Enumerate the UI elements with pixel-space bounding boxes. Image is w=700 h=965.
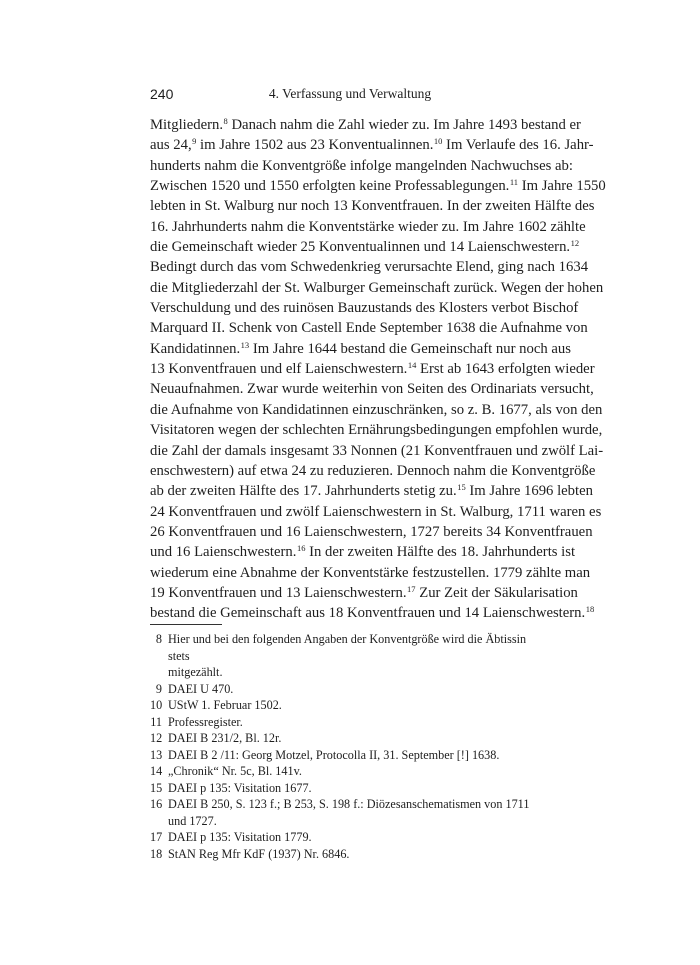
footnote-number: 12 xyxy=(150,731,163,745)
body-line xyxy=(150,278,604,298)
footnote-item xyxy=(150,697,550,714)
body-text-segment: Im Jahre 1550 xyxy=(518,178,606,195)
body-line xyxy=(150,196,595,216)
body-text-segment: wiederum eine Abnahme der Konventstärke festzustellen. 1779 zählte man xyxy=(150,564,591,581)
footnote-text: mitgezählt. xyxy=(168,665,223,679)
body-text-segment: 24 Konventfrauen und zwölf Laienschwestern in St. Walburg, 1711 waren es xyxy=(150,503,602,520)
body-line xyxy=(150,583,578,603)
body-line xyxy=(150,563,591,583)
footnote-number: 16 xyxy=(150,797,163,811)
footnote-item xyxy=(150,747,550,764)
footnote-text: UStW 1. Februar 1502. xyxy=(168,698,282,712)
footnote-reference[interactable]: 18 xyxy=(585,604,595,615)
footnote-text: DAEI B 231/2, Bl. 12r. xyxy=(168,731,282,745)
footnote-item xyxy=(150,631,550,681)
body-text-segment: 13 Konventfrauen und elf Laienschwestern. xyxy=(150,361,408,378)
footnote-text: StAN Reg Mfr KdF (1937) Nr. 6846. xyxy=(168,846,350,861)
body-line xyxy=(150,359,595,379)
body-line xyxy=(150,176,606,196)
body-text-segment: die Mitgliederzahl der St. Walburger Gemeinschaft zurück. Wegen der hohen xyxy=(150,279,604,296)
body-line xyxy=(150,542,576,562)
footnote-text: DAEI U 470. xyxy=(168,681,234,696)
footnote-text: „Chronik“ Nr. 5c, Bl. 141v. xyxy=(168,764,302,778)
body-line xyxy=(150,522,593,542)
body-line xyxy=(150,441,604,461)
body-line xyxy=(150,400,603,420)
body-text-segment: bestand die Gemeinschaft aus 18 Konventfrauen und 14 Laienschwestern. xyxy=(150,605,586,622)
footnote-number: 10 xyxy=(150,698,163,712)
body-text-segment: Im Verlaufe des 16. Jahr- xyxy=(442,137,594,154)
footnote-reference[interactable]: 12 xyxy=(570,238,580,249)
body-line xyxy=(150,420,603,440)
footnote-number: 17 xyxy=(150,830,163,844)
body-line xyxy=(150,603,595,623)
body-text-segment: ab der zweiten Hälfte des 17. Jahrhunderts stetig zu. xyxy=(150,483,457,500)
body-text-segment: die Aufnahme von Kandidatinnen einzuschränken, so z. B. 1677, als von den xyxy=(150,401,603,418)
body-text-segment: Erst ab 1643 erfolgten wieder xyxy=(416,361,595,378)
body-text-segment: Im Jahre 1644 bestand die Gemeinschaft nur noch aus xyxy=(249,340,571,357)
footnote-number: 14 xyxy=(150,764,163,778)
body-text-segment: 19 Konventfrauen und 13 Laienschwestern. xyxy=(150,584,407,601)
page-number: 240 xyxy=(150,86,174,102)
footnote-number: 11 xyxy=(150,714,162,729)
footnote-reference[interactable]: 17 xyxy=(407,583,416,594)
body-text-segment: hunderts nahm die Konventgröße infolge mangelnden Nachwuchses ab: xyxy=(150,157,573,174)
body-text-segment: Visitatoren wegen der schlechten Ernährungsbedingungen empfohlen wurde, xyxy=(150,422,603,439)
body-text-segment: 16. Jahrhunderts nahm die Konventstärke wieder zu. Im Jahre 1602 zählte xyxy=(150,218,586,235)
footnote-separator xyxy=(150,624,222,625)
body-text-segment: Mitgliedern. xyxy=(150,117,224,133)
body-line xyxy=(150,481,593,501)
footnote-text: Professregister. xyxy=(168,714,243,729)
page-header xyxy=(150,86,550,106)
body-text-segment: aus 24, xyxy=(150,137,192,154)
body-text-segment: Marquard II. Schenk von Castell Ende September 1638 die Aufnahme von xyxy=(150,320,588,337)
body-text-segment: Zwischen 1520 und 1550 erfolgten keine Professablegungen. xyxy=(150,178,510,195)
body-text-segment: Neuaufnahmen. Zwar wurde weiterhin von Seiten des Ordinariats versucht, xyxy=(150,381,594,398)
body-text-segment: Danach nahm die Zahl wieder zu. Im Jahre 1493 bestand er xyxy=(227,117,581,133)
body-line xyxy=(150,156,573,176)
footnote-item xyxy=(150,846,550,863)
footnote-reference[interactable]: 11 xyxy=(509,177,519,188)
footnote-text: DAEI p 135: Visitation 1779. xyxy=(168,830,312,844)
footnote-text: Hier und bei den folgenden Angaben der Konventgröße wird die Äbtissin stets xyxy=(168,632,527,663)
body-line xyxy=(150,318,588,338)
footnote-reference[interactable]: 15 xyxy=(457,482,466,493)
footnote-text: DAEI B 250, S. 123 f.; B 253, S. 198 f.: Diözesanschematismen von 1711 und 1727. xyxy=(168,797,530,828)
footnote-reference[interactable]: 10 xyxy=(433,136,443,147)
footnote-item xyxy=(150,681,550,698)
footnote-reference[interactable]: 16 xyxy=(296,543,306,554)
body-text-segment: Verschuldung und des ruinösen Bauzustands des Klosters verbot Bischof xyxy=(150,300,579,317)
body-line xyxy=(150,502,602,522)
footnote-item xyxy=(150,714,550,731)
body-text-segment: 26 Konventfrauen und 16 Laienschwestern, 1727 bereits 34 Konventfrauen xyxy=(150,523,593,540)
footnote-number: 8 xyxy=(155,632,162,646)
body-text-segment: Im Jahre 1696 lebten xyxy=(465,483,593,500)
body-text-segment: Zur Zeit der Säkularisation xyxy=(415,584,578,601)
body-text-segment: und 16 Laienschwestern. xyxy=(150,544,297,561)
footnote-text: DAEI B 2 /11: Georg Motzel, Protocolla II, 31. September [!] 1638. xyxy=(168,747,500,762)
footnote-number: 15 xyxy=(150,780,163,795)
footnotes xyxy=(150,631,550,862)
body-line xyxy=(150,135,594,155)
footnote-reference[interactable]: 13 xyxy=(240,339,250,350)
body-text-segment: die Gemeinschaft wieder 25 Konventualinnen und 14 Laienschwestern. xyxy=(150,239,571,256)
body-line xyxy=(150,257,589,277)
body-text-segment: Kandidatinnen. xyxy=(150,340,241,357)
footnote-number: 13 xyxy=(150,747,163,762)
footnote-reference[interactable]: 9 xyxy=(192,136,197,147)
body-text-segment: Bedingt durch das vom Schwedenkrieg verursachte Elend, ging nach 1634 xyxy=(150,259,589,276)
footnote-item xyxy=(150,780,550,797)
body-paragraph xyxy=(150,115,606,624)
footnote-item xyxy=(150,829,550,846)
body-text-segment: In der zweiten Hälfte des 18. Jahrhunderts ist xyxy=(305,544,576,561)
footnote-item xyxy=(150,796,550,829)
footnote-reference[interactable]: 8 xyxy=(223,116,228,126)
body-line xyxy=(150,461,596,481)
body-text-segment: die Zahl der damals insgesamt 33 Nonnen (21 Konventfrauen und zwölf Lai- xyxy=(150,442,604,459)
body-text-segment: lebten in St. Walburg nur noch 13 Konventfrauen. In der zweiten Hälfte des xyxy=(150,198,595,215)
body-line xyxy=(150,379,594,399)
footnote-number: 9 xyxy=(155,681,162,696)
footnote-item xyxy=(150,763,550,780)
body-line xyxy=(150,115,581,135)
body-line xyxy=(150,217,586,237)
body-text-segment: im Jahre 1502 aus 23 Konventualinnen. xyxy=(196,137,434,154)
body-line xyxy=(150,339,571,359)
footnote-reference[interactable]: 14 xyxy=(407,360,417,371)
footnote-number: 18 xyxy=(150,846,163,861)
body-text-segment: enschwestern) auf etwa 24 zu reduzieren. Dennoch nahm die Konventgröße xyxy=(150,462,596,479)
running-head: 4. Verfassung und Verwaltung xyxy=(268,86,432,101)
body-line xyxy=(150,237,580,257)
footnote-text: DAEI p 135: Visitation 1677. xyxy=(168,780,312,795)
footnote-item xyxy=(150,730,550,747)
body-line xyxy=(150,298,579,318)
